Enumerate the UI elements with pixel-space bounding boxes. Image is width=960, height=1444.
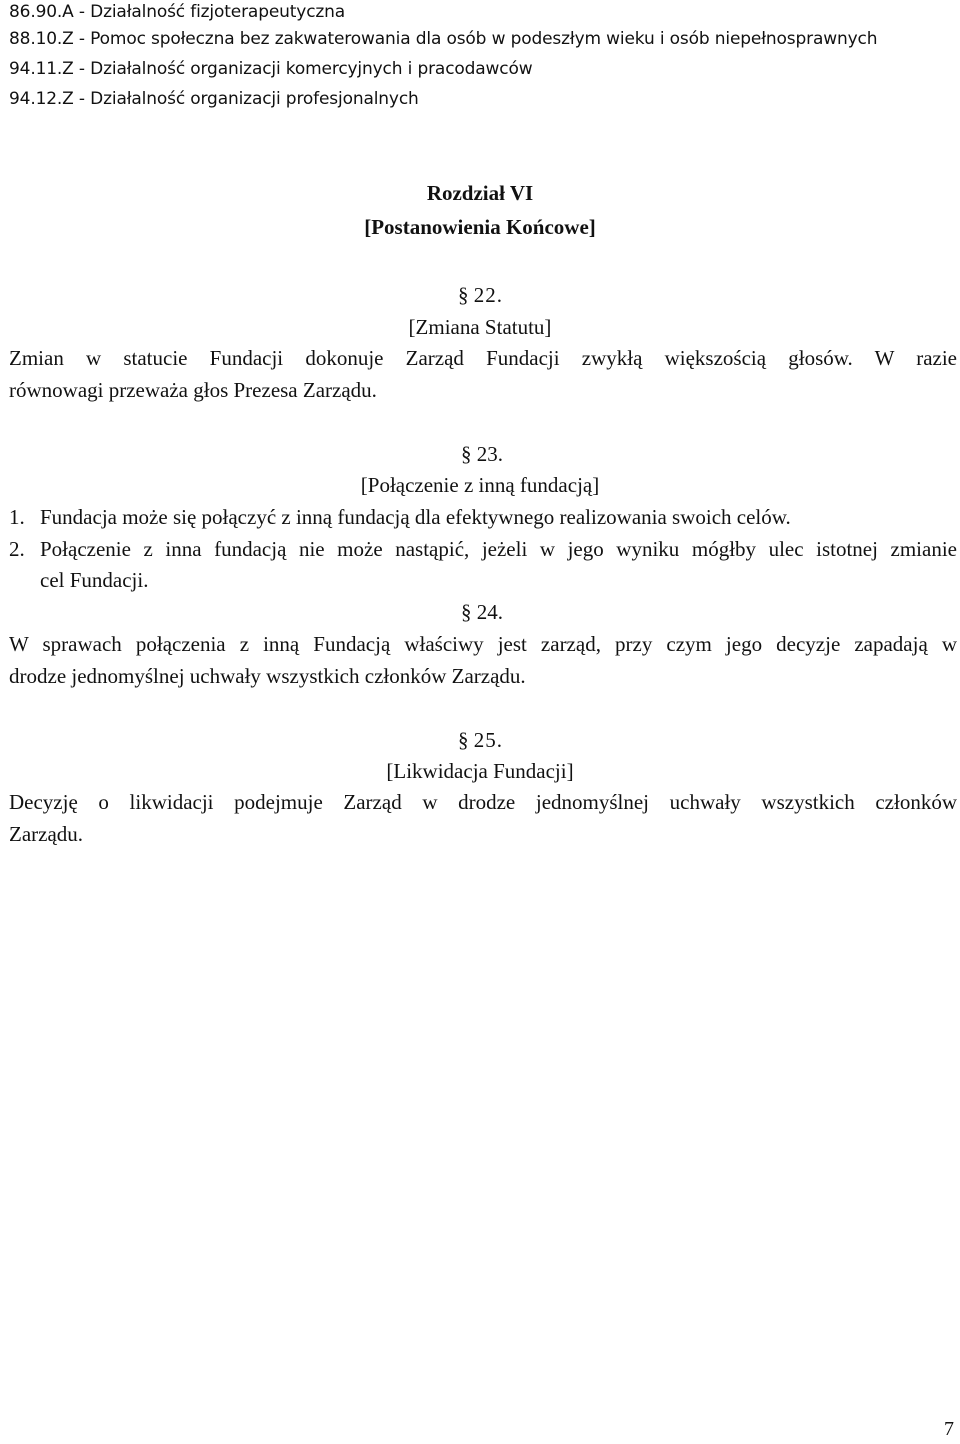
section-number: 23. (476, 442, 503, 466)
section-number: 24. (476, 600, 503, 624)
section-24-number (461, 600, 503, 625)
list-item-number: 1. (9, 505, 25, 529)
section-symbol: § (461, 600, 472, 624)
pkd-code-line: 94.12.Z - Działalność organizacji profesjonalnych (9, 89, 419, 109)
list-item-text-line: cel Fundacji. (40, 568, 149, 592)
page-number: 7 (944, 1418, 954, 1440)
section-symbol: § (458, 283, 469, 307)
section-24-text-line: W sprawach połączenia z inną Fundacją właściwy jest zarząd, przy czym jego decyzje zapadają w (9, 632, 957, 656)
pkd-code-line: 94.11.Z - Działalność organizacji komercyjnych i pracodawców (9, 59, 533, 79)
section-23-heading: [Połączenie z inną fundacją] (360, 473, 600, 497)
pkd-code-line: 88.10.Z - Pomoc społeczna bez zakwaterowania dla osób w podeszłym wieku i osób niepełnosprawnych (9, 29, 878, 49)
chapter-title: Rozdział VI (426, 181, 534, 205)
pkd-code-line: 86.90.A - Działalność fizjoterapeutyczna (9, 2, 346, 22)
section-number: 22. (473, 283, 503, 307)
section-22-number (458, 283, 503, 308)
section-25-heading: [Likwidacja Fundacji] (386, 759, 574, 783)
section-22-text-line: równowagi przeważa głos Prezesa Zarządu. (9, 378, 377, 402)
section-25-number (458, 728, 503, 753)
list-item-text-line: Fundacja może się połączyć z inną fundacją dla efektywnego realizowania swoich celów. (40, 505, 791, 529)
section-25-text-line: Zarządu. (9, 822, 84, 846)
list-item-text-line: Połączenie z inna fundacją nie może nastąpić, jeżeli w jego wyniku mógłby ulec istotnej zmianie (40, 537, 957, 561)
section-22-heading: [Zmiana Statutu] (408, 315, 552, 339)
section-23-number (461, 442, 503, 467)
section-22-text-line: Zmian w statucie Fundacji dokonuje Zarząd Fundacji zwykłą większością głosów. W razie (9, 346, 957, 370)
section-symbol: § (458, 728, 469, 752)
section-symbol: § (461, 442, 472, 466)
section-24-text-line: drodze jednomyślnej uchwały wszystkich członków Zarządu. (9, 664, 526, 688)
section-number: 25. (473, 728, 503, 752)
chapter-subtitle: [Postanowienia Końcowe] (364, 215, 596, 239)
list-item-number: 2. (9, 537, 25, 561)
section-25-text-line: Decyzję o likwidacji podejmuje Zarząd w drodze jednomyślnej uchwały wszystkich członków (9, 790, 957, 814)
